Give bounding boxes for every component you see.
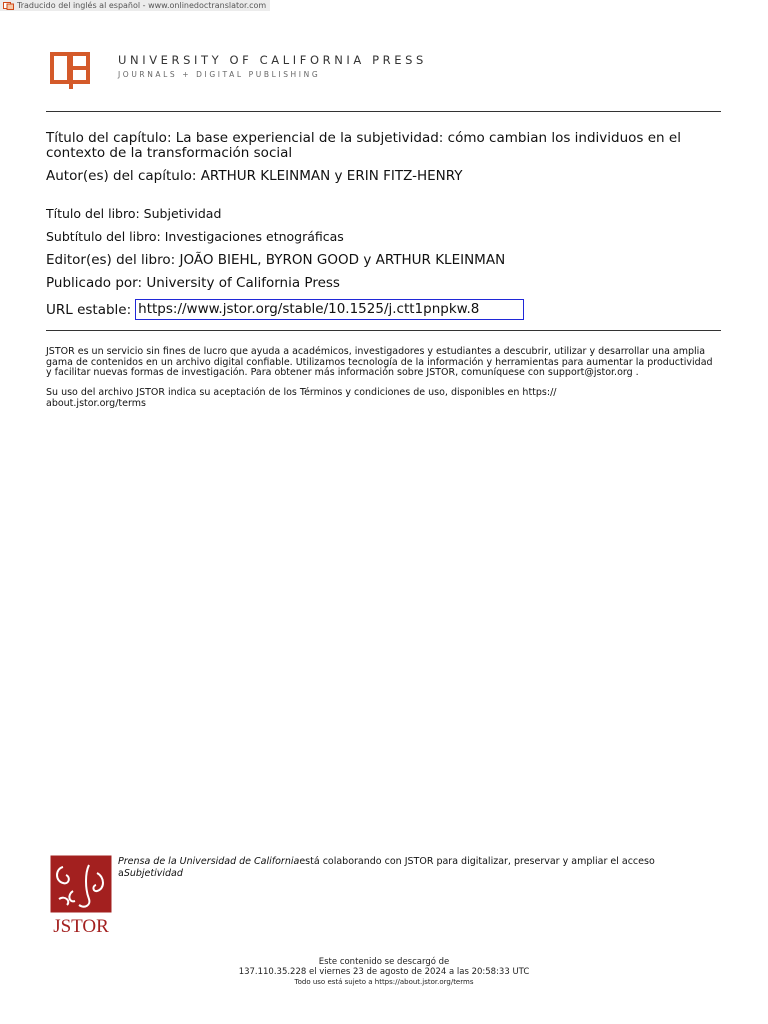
translator-banner-text[interactable]: Traducido del inglés al español - www.onlinedoctranslator.com (17, 1, 267, 10)
book-title: Título del libro: Subjetividad (46, 206, 222, 221)
published-by: Publicado por: University of California Press (46, 275, 340, 291)
ucpress-logo-icon (50, 52, 90, 90)
metadata-divider (46, 330, 721, 331)
stable-url-link[interactable]: https://www.jstor.org/stable/10.1525/j.ctt1pnpkw.8 (135, 299, 524, 320)
download-details: 137.110.35.228 el viernes 23 de agosto de 2024 a las 20:58:33 UTC (238, 967, 530, 977)
book-editors: Editor(es) del libro: JOÃO BIEHL, BYRON GOOD y ARTHUR KLEINMAN (46, 252, 506, 268)
jstor-terms: Su uso del archivo JSTOR indica su aceptación de los Términos y condiciones de uso, disponibles en https:// about.jstor.org/terms (46, 387, 557, 409)
stable-url-row (46, 299, 524, 320)
stable-url-label: URL estable: (46, 301, 132, 318)
translator-banner[interactable] (0, 0, 270, 11)
publisher-tagline: JOURNALS + DIGITAL PUBLISHING (118, 70, 321, 79)
chapter-title: Título del capítulo: La base experiencial de la subjetividad: cómo cambian los individuos en el contexto de la transformación social (46, 130, 681, 161)
header-divider (46, 111, 721, 112)
jstor-wordmark: JSTOR (53, 916, 109, 935)
collaboration-note (118, 856, 658, 879)
publisher-name: UNIVERSITY OF CALIFORNIA PRESS (118, 53, 427, 67)
book-subtitle: Subtítulo del libro: Investigaciones etnográficas (46, 229, 344, 244)
chapter-authors: Autor(es) del capítulo: ARTHUR KLEINMAN y ERIN FITZ-HENRY (46, 168, 463, 184)
jstor-description: JSTOR es un servicio sin fines de lucro que ayuda a académicos, investigadores y estudiantes a descubrir, utilizar y desarrollar una amplia gama de contenidos en un archivo digital confiable. Utilizamos tecnología de la información y herramientas para aumentar la productividad y facilitar nuevas formas de investigación. Para obtener más información sobre JSTOR, comuníquese con support@jstor.org . (46, 346, 713, 378)
jstor-logo-icon (49, 855, 113, 935)
terms-note: Todo uso está sujeto a https://about.jstor.org/terms (294, 978, 474, 986)
collab-book: Subjetividad (123, 867, 183, 879)
collab-publisher: Prensa de la Universidad de California (118, 856, 300, 867)
collab-middle: está colaborando con JSTOR para digitalizar, preservar y ampliar el acceso a (118, 856, 655, 879)
translator-icon (3, 2, 14, 10)
download-note: Este contenido se descargó de (318, 957, 450, 967)
